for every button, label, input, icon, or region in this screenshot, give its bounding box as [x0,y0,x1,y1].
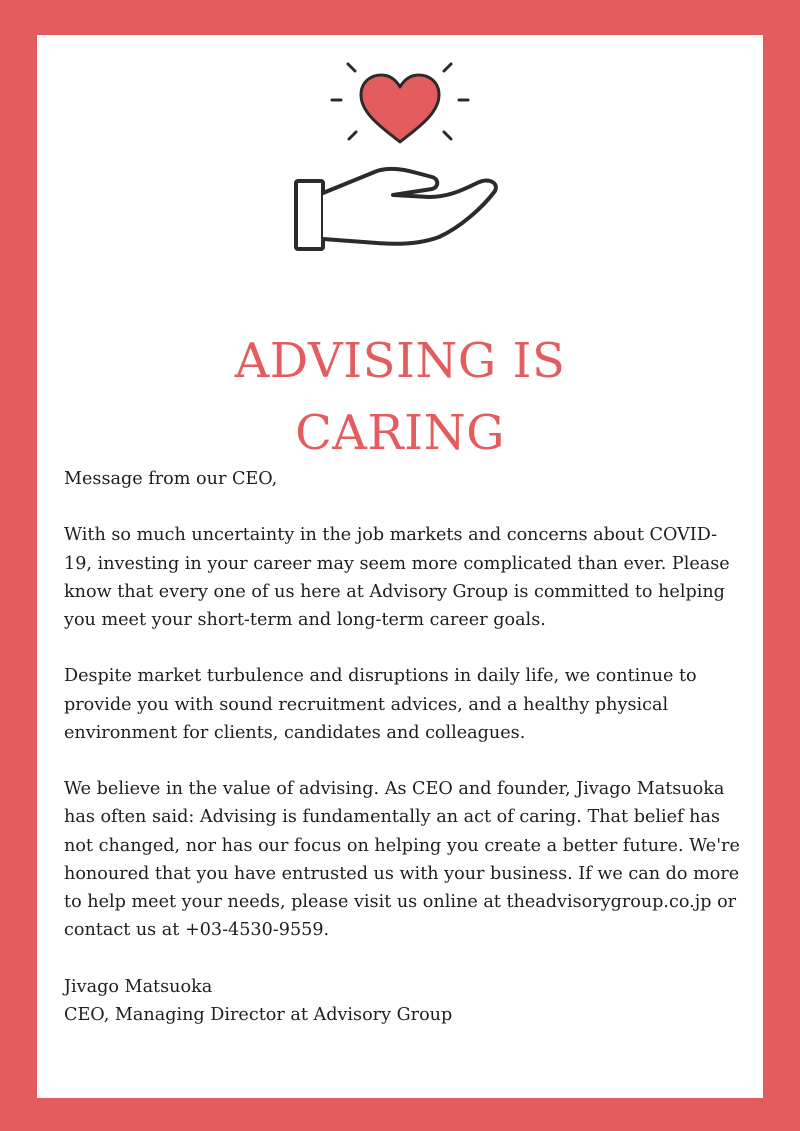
greeting: Message from our CEO, [64,469,278,489]
title-line-1: ADVISING IS [234,333,566,389]
paragraph: With so much uncertainty in the job markets and concerns about COVID-19, investing in your career may seem more complicated than ever. Please know that every one of us here at Advisory Group is committed to helping you meet your short-term and long-term career goals. [64,525,730,630]
letter-card [37,35,763,1098]
page-title [37,325,763,469]
title-line-2: CARING [295,405,505,461]
paragraph: We believe in the value of advising. As CEO and founder, Jivago Matsuoka has often said: Advising is fundamentally an act of caring. That belief has not changed, nor has our focus on helping you create a better future. We're honoured that you have entrusted us with your business. If we can do more to help meet your needs, please visit us online at theadvisorygroup.co.jp or contact us at +03-4530-9559. [64,779,740,941]
paragraph: Despite market turbulence and disruptions in daily life, we continue to provide you with sound recruitment advices, and a healthy physical environment for clients, candidates and colleagues. [64,666,697,743]
letter-body [64,465,744,1029]
signature-role: CEO, Managing Director at Advisory Group [64,1004,453,1025]
heart-in-hand-icon [37,35,763,295]
signature-name: Jivago Matsuoka [64,976,213,997]
